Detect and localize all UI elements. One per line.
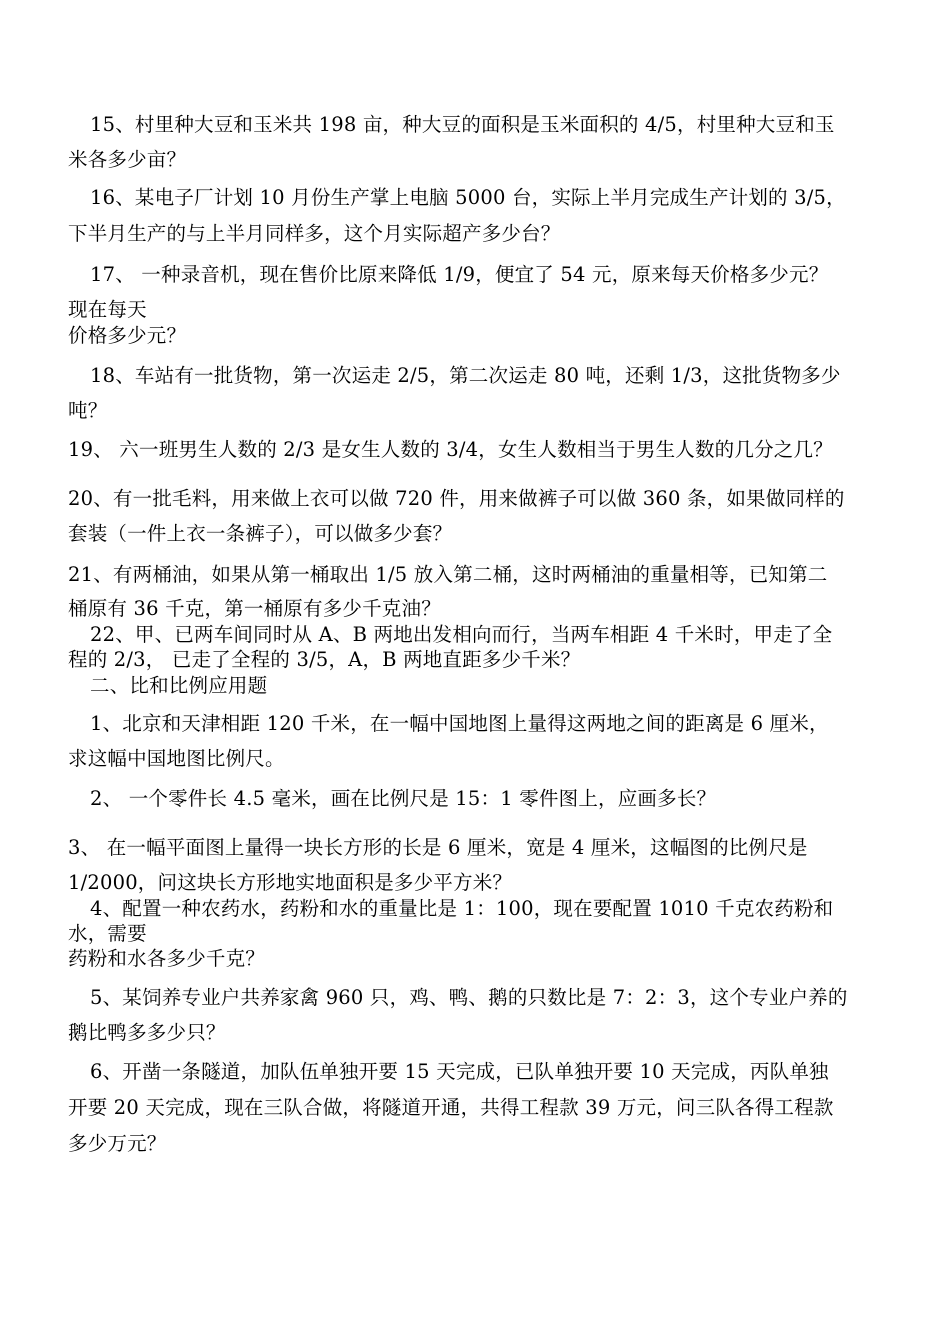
problem-17-line-3: 价格多少元？ bbox=[68, 324, 187, 347]
ratio-problem-3-line-2: 1/2000，问这块长方形地实地面积是多少平方米？ bbox=[68, 871, 513, 894]
ratio-problem-1-line-1: 1、北京和天津相距 120 千米，在一幅中国地图上量得这两地之间的距离是 6 厘米， bbox=[90, 712, 829, 735]
problem-15-line-2: 米各多少亩？ bbox=[68, 148, 187, 171]
ratio-problem-5-line-2: 鹅比鸭多多少只？ bbox=[68, 1021, 226, 1044]
ratio-problem-3-line-1: 3、 在一幅平面图上量得一块长方形的长是 6 厘米，宽是 4 厘米，这幅图的比例尺是 bbox=[68, 836, 808, 859]
ratio-problem-6-line-2: 开要 20 天完成，现在三队合做，将隧道开通，共得工程款 39 万元，问三队各得工程款 bbox=[68, 1096, 834, 1119]
problem-21-line-1: 21、有两桶油，如果从第一桶取出 1/5 放入第二桶，这时两桶油的重量相等，已知第二 bbox=[68, 563, 828, 586]
ratio-problem-5-line-1: 5、某饲养专业户共养家禽 960 只，鸡、鸭、鹅的只数比是 7：2：3，这个专业户养的 bbox=[90, 986, 848, 1009]
problem-17-line-2: 现在每天 bbox=[68, 298, 147, 321]
ratio-problem-4-line-2: 水，需要 bbox=[68, 922, 147, 945]
problem-20-line-2: 套装（一件上衣一条裤子），可以做多少套？ bbox=[68, 522, 453, 545]
problem-22-line-2: 程的 2/3， 已走了全程的 3/5，A，B 两地直距多少千米？ bbox=[68, 648, 581, 671]
problem-19-line-1: 19、 六一班男生人数的 2/3 是女生人数的 3/4，女生人数相当于男生人数的几分之几？ bbox=[68, 438, 833, 461]
problem-18-line-1: 18、车站有一批货物，第一次运走 2/5，第二次运走 80 吨，还剩 1/3，这批货物多少 bbox=[90, 364, 841, 387]
ratio-problem-6-line-1: 6、开凿一条隧道，加队伍单独开要 15 天完成，已队单独开要 10 天完成，丙队单独 bbox=[90, 1060, 829, 1083]
ratio-problem-1-line-2: 求这幅中国地图比例尺。 bbox=[68, 747, 285, 770]
ratio-problem-6-line-3: 多少万元？ bbox=[68, 1132, 167, 1155]
problem-16-line-2: 下半月生产的与上半月同样多，这个月实际超产多少台？ bbox=[68, 222, 561, 245]
problem-18-line-2: 吨？ bbox=[68, 399, 108, 422]
problem-16-line-1: 16、某电子厂计划 10 月份生产掌上电脑 5000 台，实际上半月完成生产计划的 3/5， bbox=[90, 186, 846, 209]
problem-22-line-1: 22、甲、已两车间同时从 A、B 两地出发相向而行，当两车相距 4 千米时，甲走了全 bbox=[90, 623, 833, 646]
ratio-problem-4-line-3: 药粉和水各多少千克？ bbox=[68, 947, 266, 970]
section-heading: 二、比和比例应用题 bbox=[90, 674, 268, 697]
ratio-problem-4-line-1: 4、配置一种农药水，药粉和水的重量比是 1：100，现在要配置 1010 千克农药粉和 bbox=[90, 897, 834, 920]
problem-20-line-1: 20、有一批毛料，用来做上衣可以做 720 件，用来做裤子可以做 360 条，如果做同样的 bbox=[68, 487, 845, 510]
ratio-problem-2-line-1: 2、 一个零件长 4.5 毫米，画在比例尺是 15：1 零件图上，应画多长？ bbox=[90, 787, 717, 810]
problem-15-line-1: 15、村里种大豆和玉米共 198 亩，种大豆的面积是玉米面积的 4/5，村里种大豆和玉 bbox=[90, 113, 835, 136]
problem-21-line-2: 桶原有 36 千克，第一桶原有多少千克油？ bbox=[68, 597, 441, 620]
problem-17-line-1: 17、 一种录音机，现在售价比原来降低 1/9，便宜了 54 元，原来每天价格多少元？ bbox=[90, 263, 829, 286]
